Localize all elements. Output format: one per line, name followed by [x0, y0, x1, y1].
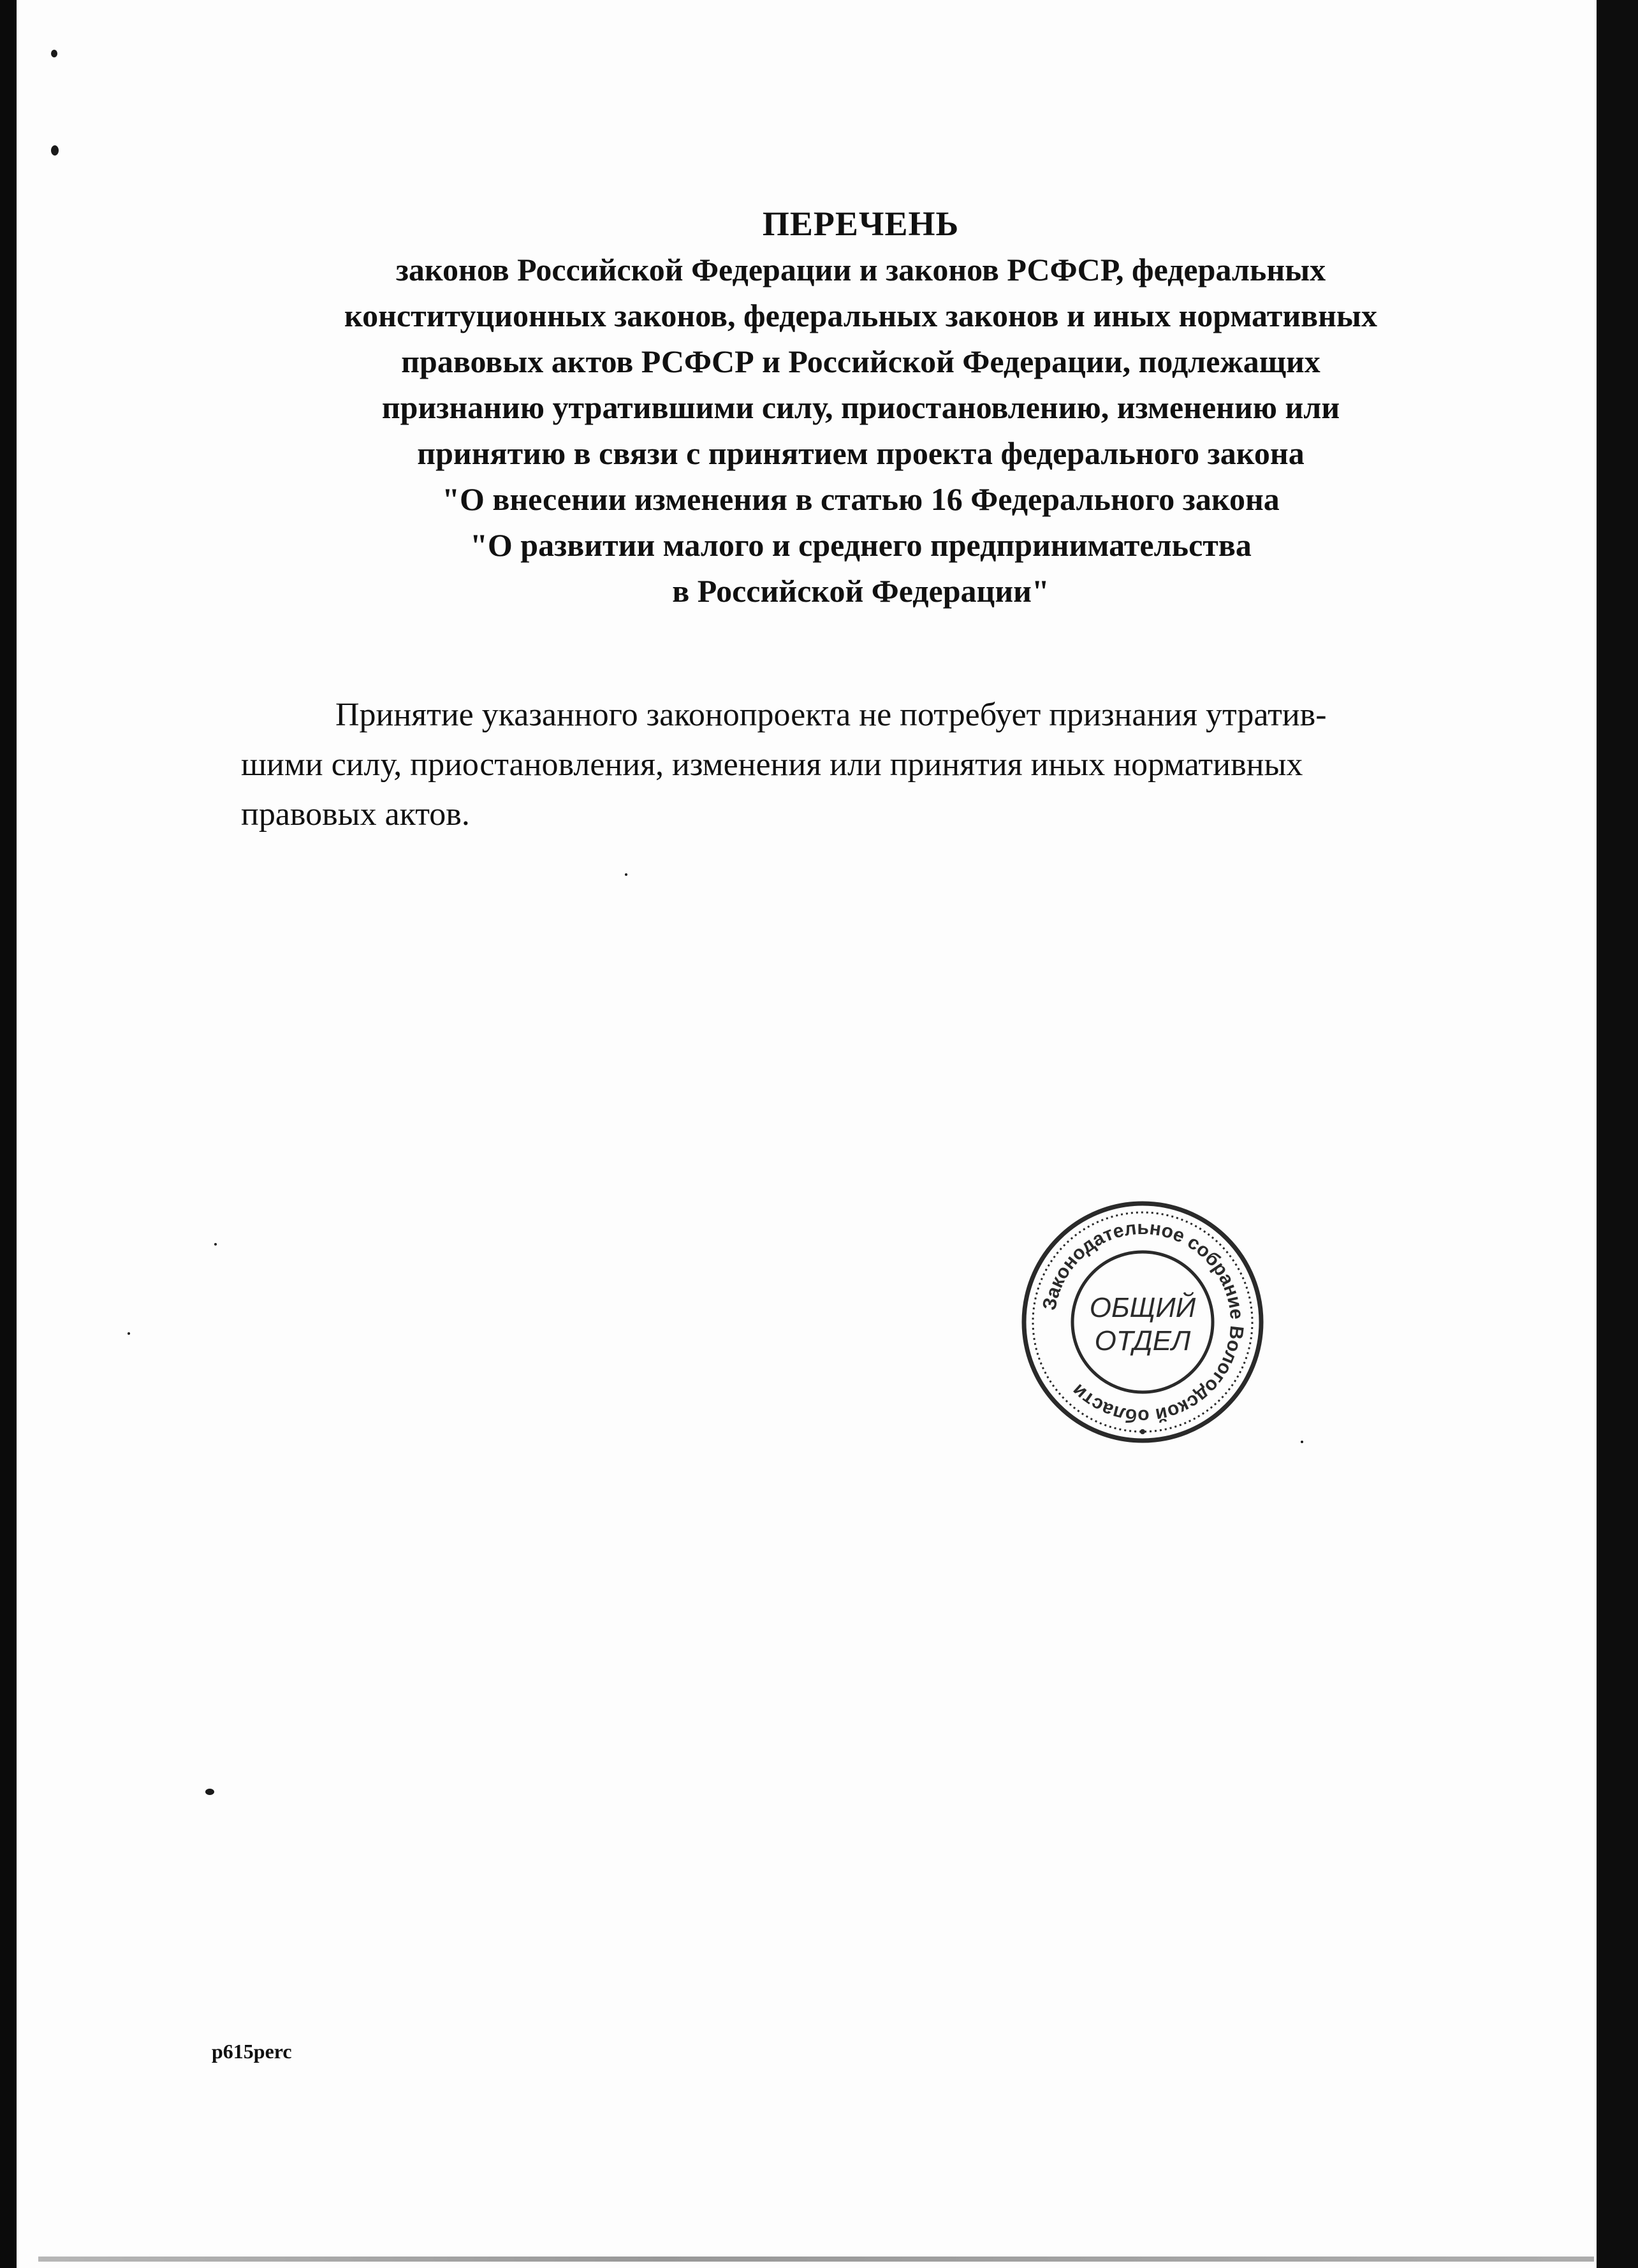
stamp-seal: [1018, 1197, 1268, 1447]
body-paragraph: [241, 690, 1452, 840]
stamp-center-line2: ОТДЕЛ: [1094, 1325, 1191, 1356]
scan-speck: [51, 145, 59, 156]
scan-bottom-edge: [38, 2257, 1594, 2262]
stamp-ring-text: Законодательное собрание Вологодской области: [1039, 1217, 1248, 1427]
header-line: признанию утратившими силу, приостановлению, изменению или: [381, 389, 1340, 425]
official-stamp: [1018, 1197, 1268, 1447]
paragraph-line: шими силу, приостановления, изменения или принятия иных нормативных: [241, 746, 1303, 783]
document-code: p615perc: [212, 2040, 292, 2063]
header-line: правовых актов РСФСР и Российской Федерации, подлежащих: [401, 344, 1320, 379]
scan-speck: [214, 1243, 217, 1246]
header-line: принятию в связи с принятием проекта федерального закона: [417, 435, 1305, 471]
paragraph-line: Принятие указанного законопроекта не потребует признания утратив-: [335, 697, 1327, 733]
scan-left-edge: [0, 0, 17, 2268]
header-line: законов Российской Федерации и законов РСФСР, федеральных: [395, 252, 1326, 287]
scan-speck: [51, 50, 57, 57]
header-line: "О развитии малого и среднего предпринимательства: [470, 527, 1252, 563]
scan-speck: [128, 1332, 130, 1335]
document-header: [191, 201, 1530, 614]
paragraph-line: правовых актов.: [241, 796, 470, 832]
header-line: конституционных законов, федеральных законов и иных нормативных: [344, 298, 1377, 333]
document-title: ПЕРЕЧЕНЬ: [762, 205, 960, 243]
scan-speck: [1301, 1441, 1303, 1443]
scan-right-edge: [1597, 0, 1638, 2268]
scan-speck: [205, 1789, 214, 1795]
stamp-center-line1: ОБЩИЙ: [1089, 1292, 1196, 1323]
scan-speck: [625, 873, 627, 876]
header-line: в Российской Федерации": [672, 573, 1049, 609]
header-line: "О внесении изменения в статью 16 Федерального закона: [442, 481, 1280, 517]
